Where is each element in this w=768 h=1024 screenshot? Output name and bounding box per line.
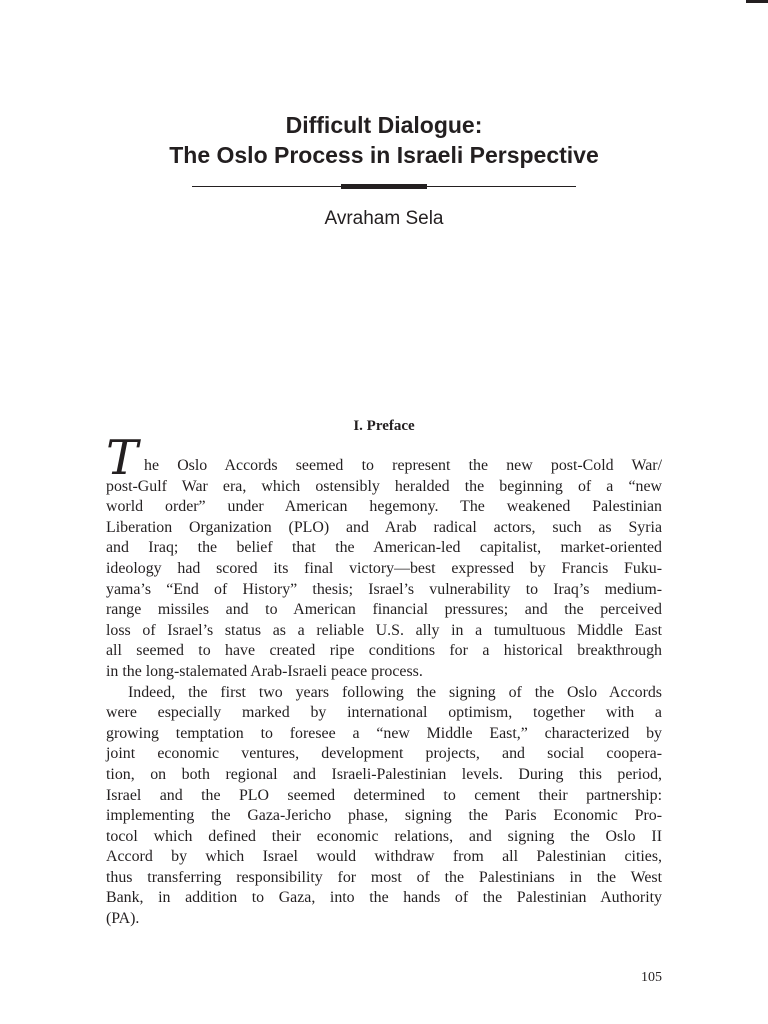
body-line: growing temptation to foresee a “new Middle East,” characterized by: [106, 724, 662, 742]
title-line-2: The Oslo Process in Israeli Perspective: [169, 142, 599, 168]
body-line: and Iraq; the belief that the American-led capitalist, market-oriented: [106, 539, 662, 557]
body-line: (PA).: [106, 910, 140, 928]
body-line: Bank, in addition to Gaza, into the hands of the Palestinian Authority: [106, 889, 662, 907]
paragraph-2: [106, 683, 662, 930]
body-line: range missiles and to American financial pressures; and the perceived: [106, 601, 662, 619]
body-line: thus transferring responsibility for most of the Palestinians in the West: [106, 868, 662, 886]
body-line: Accord by which Israel would withdraw from all Palestinian cities,: [106, 848, 662, 866]
author-name: Avraham Sela: [324, 208, 444, 229]
body-line: joint economic ventures, development projects, and social coopera-: [106, 745, 662, 763]
body-line: world order” under American hegemony. The weakened Palestinian: [106, 498, 662, 516]
body-line: loss of Israel’s status as a reliable U.S. ally in a tumultuous Middle East: [106, 621, 662, 639]
title-line-1: Difficult Dialogue:: [285, 112, 483, 138]
section-heading: I. Preface: [353, 418, 415, 434]
article-body: [106, 430, 662, 930]
body-line: Indeed, the first two years following the signing of the Oslo Accords: [128, 683, 662, 701]
body-line: he Oslo Accords seemed to represent the new post-Cold War/: [144, 457, 662, 474]
body-line: ideology had scored its final victory—best expressed by Francis Fuku-: [106, 559, 662, 577]
article-title: [0, 110, 768, 170]
body-line: were especially marked by international optimism, together with a: [106, 704, 662, 722]
body-line: Israel and the PLO seemed determined to cement their partnership:: [106, 786, 662, 804]
body-line: tocol which defined their economic relations, and signing the Oslo II: [106, 827, 662, 845]
body-line: all seemed to have created ripe conditions for a historical breakthrough: [106, 642, 662, 660]
body-line: implementing the Gaza-Jericho phase, signing the Paris Economic Pro-: [106, 807, 662, 825]
body-line: in the long-stalemated Arab-Israeli peace process.: [106, 662, 423, 680]
body-line: tion, on both regional and Israeli-Palestinian levels. During this period,: [106, 765, 662, 783]
drop-cap: T: [106, 430, 139, 486]
body-line: yama’s “End of History” thesis; Israel’s vulnerability to Iraq’s medium-: [106, 580, 662, 598]
page-corner-mark: [746, 0, 768, 3]
title-divider-thick: [341, 184, 427, 189]
body-line: post-Gulf War era, which ostensibly heralded the beginning of a “new: [106, 477, 662, 495]
page-number: 105: [641, 970, 662, 985]
paragraph-1: [106, 456, 662, 683]
body-line: Liberation Organization (PLO) and Arab radical actors, such as Syria: [106, 518, 662, 536]
